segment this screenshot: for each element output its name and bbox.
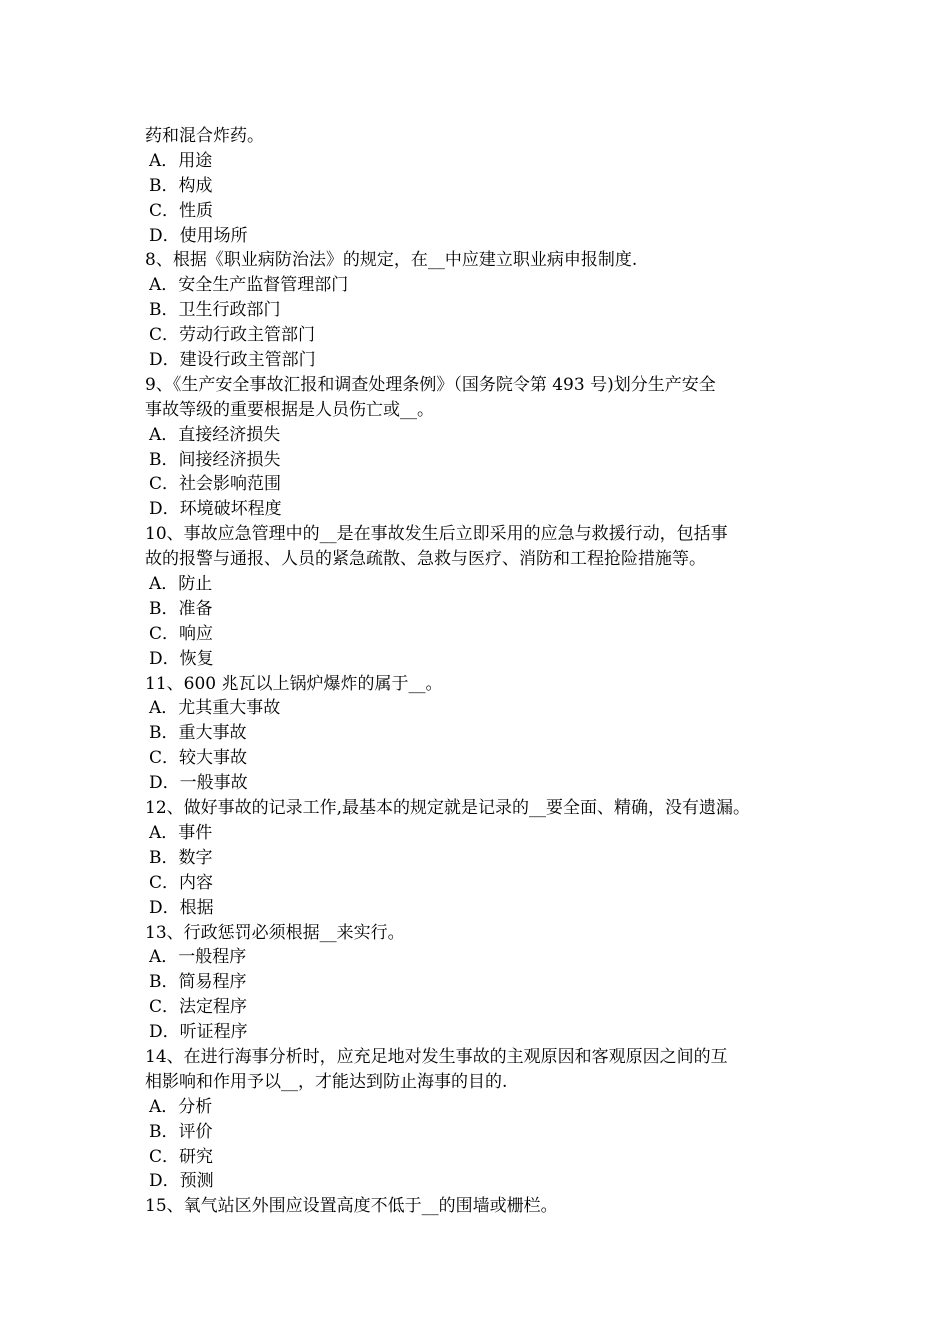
answer-option: B．准备 [149,598,213,619]
answer-option: A．尤其重大事故 [149,698,281,719]
question-text: 14、在进行海事分析时，应充足地对发生事故的主观原因和客观原因之间的互 [145,1046,728,1067]
answer-option: D．建设行政主管部门 [149,350,316,371]
answer-option: B．数字 [149,847,213,868]
answer-option: B．构成 [149,175,213,196]
answer-option: C．法定程序 [149,997,248,1018]
answer-option: A．事件 [149,822,213,843]
answer-option: B．评价 [149,1121,213,1142]
answer-option: A．安全生产监督管理部门 [149,275,349,296]
question-text: 9、《生产安全事故汇报和调查处理条例》（国务院令第 493 号)划分生产安全 [145,374,716,395]
answer-option: D．听证程序 [149,1022,248,1043]
answer-option: D．恢复 [149,648,214,669]
answer-option: D．预测 [149,1171,214,1192]
answer-option: C．较大事故 [149,748,248,769]
question-text: 12、做好事故的记录工作,最基本的规定就是记录的__要全面、精确，没有遗漏。 [145,798,751,819]
answer-option: D．使用场所 [149,225,248,246]
body-text: 药和混合炸药。 [145,126,264,146]
answer-option: C．响应 [149,623,214,644]
question-text: 8、根据《职业病防治法》的规定，在__中应建立职业病申报制度. [145,250,638,271]
question-text: 事故等级的重要根据是人员伤亡或__。 [145,399,434,420]
answer-option: A．用途 [149,150,213,171]
answer-option: C．性质 [149,200,214,221]
answer-option: A．分析 [149,1096,213,1117]
question-text: 故的报警与通报、人员的紧急疏散、急救与医疗、消防和工程抢险措施等。 [145,549,706,570]
answer-option: A．一般程序 [149,947,247,968]
question-text: 相影响和作用予以__，才能达到防止海事的目的. [145,1071,508,1092]
answer-option: B．简易程序 [149,972,247,993]
answer-option: C．研究 [149,1146,214,1167]
answer-option: B．卫生行政部门 [149,300,281,321]
question-text: 15、氧气站区外围应设置高度不低于__的围墙或栅栏。 [145,1196,558,1217]
answer-option: D．一般事故 [149,773,248,794]
answer-option: B．重大事故 [149,723,247,744]
answer-option: C．内容 [149,872,214,893]
answer-option: D．根据 [149,897,214,918]
answer-option: D．环境破坏程度 [149,499,282,520]
answer-option: A．直接经济损失 [149,424,281,445]
answer-option: B．间接经济损失 [149,449,281,470]
answer-option: A．防止 [149,574,213,595]
question-text: 11、600 兆瓦以上锅炉爆炸的属于__。 [145,673,443,694]
answer-option: C．社会影响范围 [149,474,282,495]
answer-option: C．劳动行政主管部门 [149,325,316,346]
question-text: 10、事故应急管理中的__是在事故发生后立即采用的应急与救援行动，包括事 [145,524,728,545]
document-body [145,124,825,1219]
question-text: 13、行政惩罚必须根据__来实行。 [145,922,405,943]
